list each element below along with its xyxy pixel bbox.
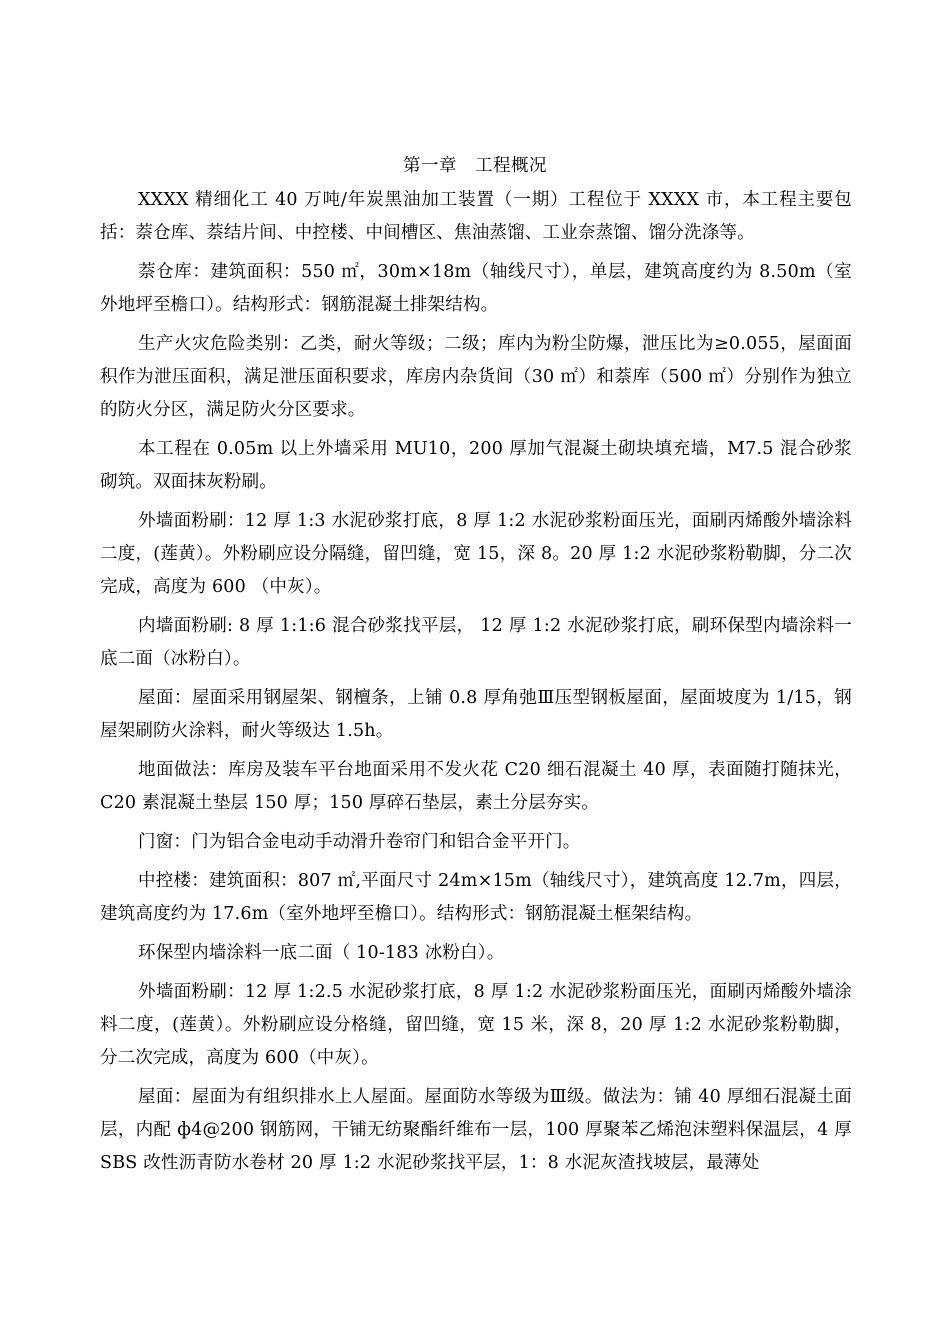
- paragraph-doors-windows: 门窗：门为铝合金电动手动滑升卷帘门和铝合金平开门。: [138, 832, 581, 852]
- paragraph-control-roof: 屋面：屋面为有组织排水上人屋面。屋面防水等级为Ⅲ级。做法为：铺 40 厚细石混凝土面层，内配 ф4@200 钢筋网，干铺无纺聚酯纤维布一层，100 厚聚苯乙烯泡沫塑料保温层，4 厚 SBS 改性沥青防水卷材 20 厚 1:2 水泥砂浆找平层，1：8 水泥灰渣找坡层，最薄处: [100, 1087, 852, 1173]
- paragraph-naphthalene-warehouse: 萘仓库：建筑面积：550 ㎡，30m×18m（轴线尺寸），单层，建筑高度约为 8.50m（室外地坪至檐口）。结构形式：钢筋混凝土排架结构。: [100, 262, 852, 315]
- paragraph-floor: 地面做法：库房及装车平台地面采用不发火花 C20 细石混凝土 40 厚，表面随打随抹光，C20 素混凝土垫层 150 厚；150 厚碎石垫层，素土分层夯实。: [100, 760, 852, 813]
- paragraph-project-overview: XXXX 精细化工 40 万吨/年炭黑油加工装置（一期）工程位于 XXXX 市，本工程主要包括：萘仓库、萘结片间、中控楼、中间槽区、焦油蒸馏、工业奈蒸馏、馏分洗涤等。: [100, 190, 852, 243]
- paragraph-exterior-wall-finish: 外墙面粉刷：12 厚 1:3 水泥砂浆打底，8 厚 1:2 水泥砂浆粉面压光，面刷丙烯酸外墙涂料二度，(莲黄）。外粉刷应设分隔缝，留凹缝，宽 15，深 8。20 厚 1:2 水泥砂浆粉勒脚，分二次完成，高度为 600 （中灰）。: [100, 511, 852, 597]
- paragraph-interior-paint: 环保型内墙涂料一底二面（ 10-183 冰粉白）。: [138, 943, 505, 963]
- paragraph-control-building: 中控楼：建筑面积：807 ㎡,平面尺寸 24m×15m（轴线尺寸），建筑高度 12.7m，四层，建筑高度约为 17.6m（室外地坪至檐口）。结构形式：钢筋混凝土框架结构。: [100, 871, 852, 924]
- paragraph-control-exterior-wall: 外墙面粉刷：12 厚 1:2.5 水泥砂浆打底，8 厚 1:2 水泥砂浆粉面压光，面刷丙烯酸外墙涂料二度，(莲黄）。外粉刷应设分格缝，留凹缝，宽 15 米，深 8，20 厚 1:2 水泥砂浆粉勒脚，分二次完成，高度为 600（中灰）。: [100, 982, 852, 1068]
- document-body: [100, 184, 852, 1186]
- paragraph-interior-wall-finish: 内墙面粉刷: 8 厚 1:1:6 混合砂浆找平层， 12 厚 1:2 水泥砂浆打底，刷环保型内墙涂料一底二面（冰粉白）。: [100, 616, 852, 669]
- paragraph-fire-hazard: 生产火灾危险类别：乙类，耐火等级；二级；库内为粉尘防爆，泄压比为≥0.055，屋面面积作为泄压面积，满足泄压面积要求，库房内杂货间（30 ㎡）和萘库（500 ㎡）分别作为独立的防火分区，满足防火分区要求。: [100, 334, 852, 420]
- paragraph-exterior-wall-material: 本工程在 0.05m 以上外墙采用 MU10，200 厚加气混凝土砌块填充墙，M7.5 混合砂浆砌筑。双面抹灰粉刷。: [100, 439, 852, 492]
- chapter-title: 第一章 工程概况: [403, 156, 547, 176]
- paragraph-roof: 屋面：屋面采用钢屋架、钢檀条，上铺 0.8 厚角弛Ⅲ压型钢板屋面，屋面坡度为 1/15，钢屋架刷防火涂料，耐火等级达 1.5h。: [100, 688, 852, 741]
